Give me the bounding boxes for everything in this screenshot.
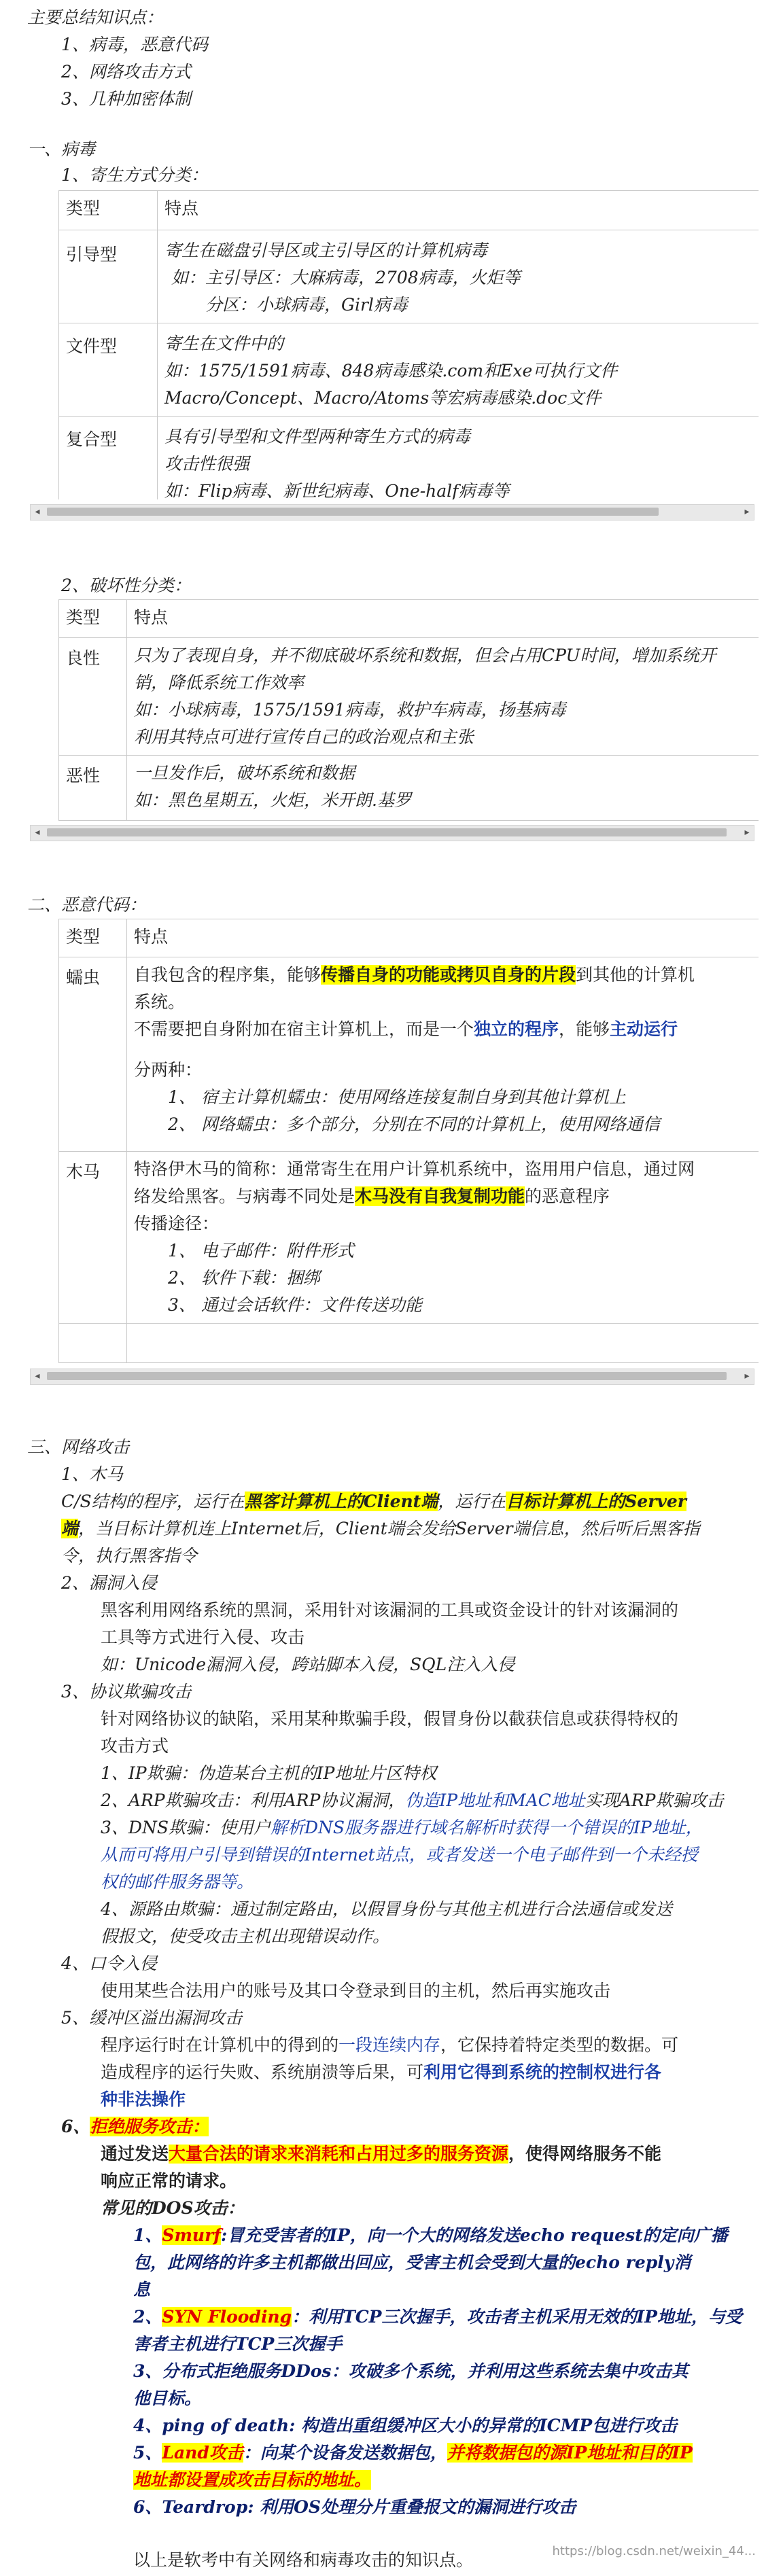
scroll-left-icon[interactable]: ◂ [35,506,40,517]
table-cell-desc: 具有引导型和文件型两种寄生方式的病毒 攻击性很强 如：Flip病毒、新世纪病毒、One-half病毒等 [158,417,759,500]
attack-text: 黑客利用网络系统的黑洞，采用针对该漏洞的工具或资金设计的针对该漏洞的 [101,1601,679,1620]
watermark: https://blog.csdn.net/weixin_44... [552,2544,756,2558]
table-header: 特点 [127,600,759,638]
scroll-left-icon[interactable]: ◂ [35,1371,40,1381]
highlight: Smurf [162,2225,222,2245]
attack-text: 使用某些合法用户的账号及其口令登录到目的主机，然后再实施攻击 [101,1981,611,2000]
attack-text: 2、ARP欺骗攻击：利用ARP协议漏洞，伪造IP地址和MAC地址实现ARP欺骗攻击 [101,1790,724,1810]
damage-table [58,599,759,821]
table-header: 特点 [127,919,759,957]
attack-text: 种非法操作 [101,2090,186,2109]
attack-text: 造成程序的运行失败、系统崩溃等后果，可利用它得到系统的控制权进行各 [101,2063,662,2082]
table-cell-desc: 一旦发作后，破坏系统和数据 如：黑色星期五，火炬，米开朗.基罗 [127,756,759,821]
dos-item: 1、Smurf:冒充受害者的IP，向一个大的网络发送echo request的定向广播 [133,2225,728,2245]
attack-text: 权的邮件服务器等。 [101,1872,254,1892]
attack-text: 3、DNS欺骗：使用户解析DNS服务器进行域名解析时获得一个错误的IP地址， [101,1818,703,1837]
highlight: 传播自身的功能或拷贝自身的片段 [321,965,576,985]
damage-table-viewport [58,599,759,824]
parasite-table-viewport [58,190,759,499]
summary-item: 3、几种加密体制 [61,89,191,109]
table-cell-desc: 自我包含的程序集，能够传播自身的功能或拷贝自身的片段到其他的计算机 系统。 不需要把自身附加在宿主计算机上，而是一个独立的程序，能够主动运行 分两种： 1、 宿主计算机蠕虫：使用网络连接复制自身到其他计算机上 2、 网络蠕虫：多个部分，分别在不同的计算机上，使用网络通信 [127,957,759,1152]
scroll-left-icon[interactable]: ◂ [35,827,40,838]
attack-text: 工具等方式进行入侵、攻击 [101,1628,305,1647]
attack-title: 3、协议欺骗攻击 [61,1682,191,1701]
dos-item: 包，此网络的许多主机都做出回应，受害主机会受到大量的echo reply消 [133,2253,691,2272]
highlight: 黑客计算机上的Client端 [244,1492,438,1511]
dos-item [133,2467,371,2494]
attack-title: 2、漏洞入侵 [61,1573,157,1593]
scroll-thumb[interactable] [47,1372,727,1380]
attack-title: 1、木马 [61,1464,123,1484]
attack-title: 5、缓冲区溢出漏洞攻击 [61,2008,242,2028]
section-heading-attacks: 三、网络攻击 [27,1437,130,1457]
table-cell-type: 良性 [59,638,127,756]
malware-table-viewport [58,919,759,1367]
table-header: 类型 [59,191,158,230]
damage-title: 2、破坏性分类： [61,576,191,595]
footer-text: 以上是软考中有关网络和病毒攻击的知识点。 [133,2551,474,2570]
dos-item: 4、ping of death: 构造出重组缓冲区大小的异常的ICMP包进行攻击 [133,2416,678,2435]
attack-text: 响应正常的请求。 [101,2172,237,2191]
parasite-table [58,190,759,499]
table-header: 类型 [59,600,127,638]
parasite-title: 1、寄生方式分类： [61,165,208,185]
attack-title: 4、口令入侵 [61,1954,157,1973]
attack-text: 通过发送大量合法的请求来消耗和占用过多的服务资源，使得网络服务不能 [101,2145,662,2164]
section-heading-malware: 二、恶意代码： [27,895,147,915]
scroll-right-icon[interactable]: ▸ [744,827,750,838]
summary-item: 1、病毒，恶意代码 [61,35,208,54]
attack-text: 攻击方式 [101,1737,169,1756]
dos-item: 3、分布式拒绝服务DDos：攻破多个系统，并利用这些系统去集中攻击其 [133,2361,689,2381]
scroll-thumb[interactable] [47,828,727,836]
attack-text: 令，执行黑客指令 [61,1546,198,1566]
dos-item: 2、SYN Flooding：利用TCP三次握手，攻击者主机采用无效的IP地址，与受 [133,2307,742,2327]
horizontal-scrollbar[interactable] [30,825,754,841]
highlight: SYN Flooding [162,2307,292,2327]
table-cell-empty [127,1324,759,1363]
dos-item: 5、Land攻击：向某个设备发送数据包，并将数据包的源IP地址和目的IP [133,2443,693,2463]
table-cell-type: 文件型 [59,323,158,417]
attack-title: 6、拒绝服务攻击： [61,2117,209,2136]
table-cell-desc: 特洛伊木马的简称：通常寄生在用户计算机系统中，盗用用户信息，通过网 络发给黑客。与病毒不同处是木马没有自我复制功能的恶意程序 传播途径： 1、 电子邮件：附件形式 2、 软件下载：捆绑 3、 通过会话软件：文件传送功能 [127,1152,759,1324]
dos-item: 6、Teardrop: 利用OS处理分片重叠报文的漏洞进行攻击 [133,2497,576,2517]
highlight: 端 [61,1519,79,1538]
malware-table [58,919,759,1363]
attack-text: 端，当目标计算机连上Internet后，Client端会发给Server端信息，然后听后黑客指 [61,1519,700,1538]
section-heading-virus: 一、病毒 [27,139,96,159]
dos-item: 他目标。 [133,2388,202,2408]
attack-text: 从而可将用户引导到错误的Internet站点，或者发送一个电子邮件到一个未经授 [101,1845,698,1865]
attack-text: 程序运行时在计算机中的得到的一段连续内存，它保持着特定类型的数据。可 [101,2036,679,2055]
table-cell-type: 复合型 [59,417,158,500]
dos-item: 害者主机进行TCP三次握手 [133,2334,343,2354]
table-header: 类型 [59,919,127,957]
attack-text: 1、IP欺骗：伪造某台主机的IP地址片区特权 [101,1763,437,1783]
table-cell-type: 恶性 [59,756,127,821]
attack-text: 如：Unicode漏洞入侵，跨站脚本入侵，SQL注入入侵 [101,1655,515,1674]
attack-text: 常见的DOS攻击： [101,2198,245,2218]
highlight: Land攻击 [162,2443,243,2463]
scroll-right-icon[interactable]: ▸ [744,506,750,517]
table-cell-type: 蠕虫 [59,957,127,1152]
table-cell-empty [59,1324,127,1363]
attack-text: 假报文，使受攻击主机出现错误动作。 [101,1926,390,1946]
table-cell-desc: 只为了表现自身，并不彻底破坏系统和数据，但会占用CPU时间，增加系统开 销，降低系统工作效率 如：小球病毒，1575/1591病毒，救护车病毒，扬基病毒 利用其特点可进行宣传自己的政治观点和主张 [127,638,759,756]
table-cell-desc: 寄生在文件中的 如：1575/1591病毒、848病毒感染.com和Exe可执行文件 Macro/Concept、Macro/Atoms等宏病毒感染.doc文件 [158,323,759,417]
highlight: 目标计算机上的Server [506,1492,686,1511]
attack-text: 4、源路由欺骗：通过制定路由，以假冒身份与其他主机进行合法通信或发送 [101,1899,672,1919]
table-cell-type: 木马 [59,1152,127,1324]
scroll-thumb[interactable] [47,508,659,516]
table-cell-desc: 寄生在磁盘引导区或主引导区的计算机病毒 如：主引导区：大麻病毒，2708病毒，火炬等 分区：小球病毒，Girl病毒 [158,230,759,323]
attack-text: 针对网络协议的缺陷，采用某种欺骗手段，假冒身份以截获信息或获得特权的 [101,1710,679,1729]
table-cell-type: 引导型 [59,230,158,323]
highlight: 木马没有自我复制功能 [355,1186,525,1206]
highlight: 并将数据包的源IP地址和目的IP [447,2443,693,2463]
highlight: 大量合法的请求来消耗和占用过多的服务资源 [169,2145,509,2164]
horizontal-scrollbar[interactable] [30,504,754,521]
table-header: 特点 [158,191,759,230]
highlight: 拒绝服务攻击： [90,2117,209,2136]
summary-item: 2、网络攻击方式 [61,62,191,82]
dos-item: 息 [133,2280,151,2299]
attack-text: C/S结构的程序，运行在黑客计算机上的Client端，运行在目标计算机上的Server [61,1492,686,1511]
highlight: 地址都设置成攻击目标的地址。 [133,2470,372,2490]
scroll-right-icon[interactable]: ▸ [744,1371,750,1381]
summary-title: 主要总结知识点： [27,7,164,27]
horizontal-scrollbar[interactable] [30,1369,754,1385]
